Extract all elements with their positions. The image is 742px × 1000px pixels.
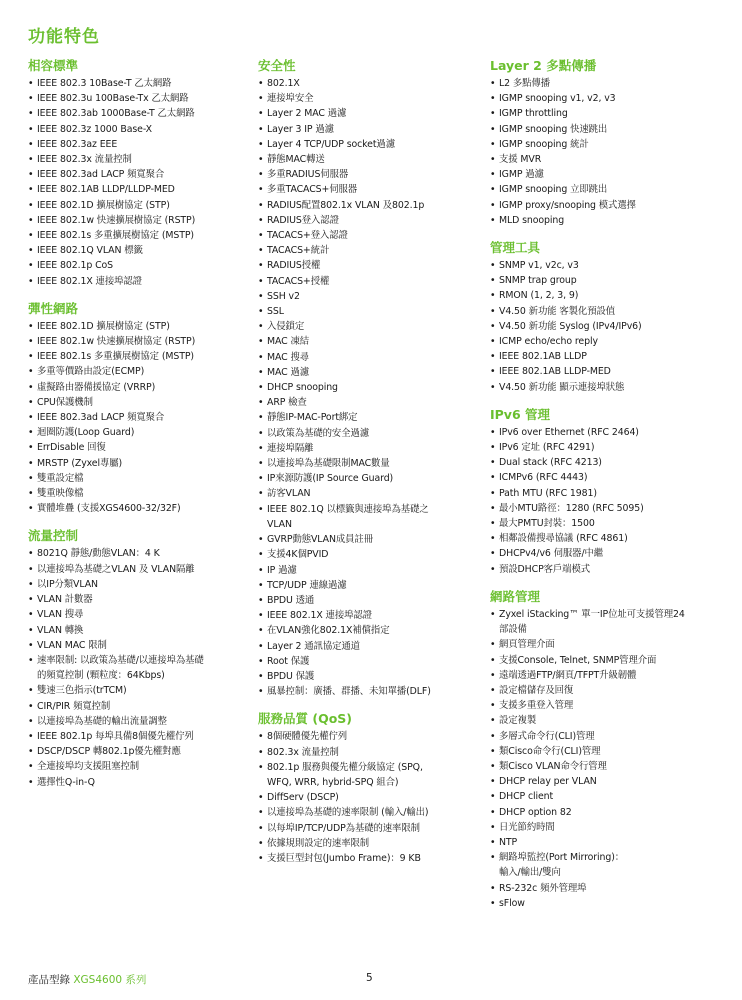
feature-item: • 802.1p 服務與優先權分級協定 (SPQ, WFQ, WRR, hybrid-SPQ 組合): [258, 760, 483, 790]
feature-item: • 在VLAN強化802.1X補償指定: [258, 623, 483, 638]
feature-item: • 最小MTU路徑：1280 (RFC 5095): [490, 501, 734, 516]
feature-item: • IEEE 802.1s 多重擴展樹協定 (MSTP): [28, 349, 250, 364]
section-title: 相容標準: [28, 58, 79, 73]
feature-item: • NTP: [490, 835, 734, 850]
feature-item: • 預設DHCP客戶端模式: [490, 562, 734, 577]
feature-item: • 實體堆疊 (支援XGS4600-32/32F): [28, 501, 250, 516]
feature-item: • IEEE 802.1AB LLDP-MED: [490, 364, 734, 379]
feature-item: • CPU保護機制: [28, 395, 250, 410]
feature-section: [258, 711, 483, 866]
feature-item: • 網頁管理介面: [490, 637, 734, 652]
feature-item: • Layer 2 MAC 過濾: [258, 106, 483, 121]
feature-item: • ICMPv6 (RFC 4443): [490, 470, 734, 485]
feature-item: • IEEE 802.1Q 以標籤與連接埠為基礎之 VLAN: [258, 502, 483, 532]
feature-item: • Path MTU (RFC 1981): [490, 486, 734, 501]
feature-item: • 802.1X: [258, 76, 483, 91]
feature-item: • SNMP trap group: [490, 273, 734, 288]
feature-list: [490, 76, 734, 228]
feature-item: • 遠端透過FTP/網頁/TFPT升級韌體: [490, 668, 734, 683]
feature-item: • TCP/UDP 連線過濾: [258, 578, 483, 593]
feature-item: • 802.3x 流量控制: [258, 745, 483, 760]
column-3: [490, 58, 734, 923]
feature-item: • 8個硬體優先權佇列: [258, 729, 483, 744]
feature-item: • V4.50 新功能 客製化預設值: [490, 304, 734, 319]
feature-item: • IEEE 802.3z 1000 Base-X: [28, 122, 250, 137]
feature-item: • BPDU 透通: [258, 593, 483, 608]
feature-item: • 以連接埠為基礎之VLAN 及 VLAN隔離: [28, 562, 250, 577]
feature-item: • MAC 搜尋: [258, 350, 483, 365]
feature-item: • IEEE 802.3 10Base-T 乙太網路: [28, 76, 250, 91]
feature-item: • 訪客VLAN: [258, 486, 483, 501]
feature-section: [258, 58, 483, 699]
feature-item: • VLAN 搜尋: [28, 607, 250, 622]
feature-item: • 連接埠隔離: [258, 441, 483, 456]
feature-list: [28, 319, 250, 517]
feature-item: • 以IP分類VLAN: [28, 577, 250, 592]
feature-item: • 以每埠IP/TCP/UDP為基礎的速率限制: [258, 821, 483, 836]
feature-item: • RADIUS配置802.1x VLAN 及802.1p: [258, 198, 483, 213]
feature-item: • 迴圈防護(Loop Guard): [28, 425, 250, 440]
feature-item: • 最大PMTU封裝：1500: [490, 516, 734, 531]
feature-list: [28, 546, 250, 789]
feature-item: • RS-232c 頻外管理埠: [490, 881, 734, 896]
feature-item: • RADIUS登入認證: [258, 213, 483, 228]
feature-item: • 多重等價路由設定(ECMP): [28, 364, 250, 379]
feature-list: [490, 607, 734, 911]
feature-item: • 日光節約時間: [490, 820, 734, 835]
feature-item: • DHCP option 82: [490, 805, 734, 820]
feature-list: [258, 76, 483, 699]
column-2: [258, 58, 483, 878]
feature-item: • IGMP snooping v1, v2, v3: [490, 91, 734, 106]
feature-item: • IGMP proxy/snooping 模式選擇: [490, 198, 734, 213]
section-title: 服務品質 (QoS): [258, 711, 352, 727]
feature-item: • IGMP snooping 快速跳出: [490, 122, 734, 137]
feature-item: • Layer 2 通訊協定通道: [258, 639, 483, 654]
feature-item: • IGMP snooping 統計: [490, 137, 734, 152]
feature-item: • IEEE 802.1Q VLAN 標籤: [28, 243, 250, 258]
feature-item: • sFlow: [490, 896, 734, 911]
feature-item: • IEEE 802.1w 快速擴展樹協定 (RSTP): [28, 213, 250, 228]
section-title: 管理工具: [490, 240, 541, 256]
feature-item: • 虛擬路由器備援協定 (VRRP): [28, 380, 250, 395]
feature-item: • 全連接埠均支援阻塞控制: [28, 759, 250, 774]
feature-item: • DHCP relay per VLAN: [490, 774, 734, 789]
feature-section: [490, 589, 734, 911]
feature-item: • RMON (1, 2, 3, 9): [490, 288, 734, 303]
feature-item: • IP 過濾: [258, 563, 483, 578]
feature-item: • 靜態IP-MAC-Port綁定: [258, 410, 483, 425]
feature-item: • IEEE 802.1p 每埠具備8個優先權佇列: [28, 729, 250, 744]
feature-item: • IEEE 802.1D 擴展樹協定 (STP): [28, 198, 250, 213]
feature-item: • IPv6 over Ethernet (RFC 2464): [490, 425, 734, 440]
feature-item: • IEEE 802.1X 連接埠認證: [258, 608, 483, 623]
feature-item: • TACACS+登入認證: [258, 228, 483, 243]
feature-item: • BPDU 保護: [258, 669, 483, 684]
feature-item: • 以連接埠為基礎限制MAC數量: [258, 456, 483, 471]
page-title: 功能特色: [28, 27, 100, 47]
feature-item: • IEEE 802.1D 擴展樹協定 (STP): [28, 319, 250, 334]
feature-item: • V4.50 新功能 顯示連接埠狀態: [490, 380, 734, 395]
feature-item: • IEEE 802.1AB LLDP/LLDP-MED: [28, 182, 250, 197]
section-title: 流量控制: [28, 528, 79, 544]
feature-item: • 速率限制: 以政策為基礎/以連接埠為基礎 的頻寬控制 (顆粒度：64Kbps): [28, 653, 250, 683]
feature-item: • 設定檔儲存及回復: [490, 683, 734, 698]
feature-item: • 以連接埠為基礎的速率限制 (輸入/輸出): [258, 805, 483, 820]
feature-section: [490, 58, 734, 228]
feature-item: • ErrDisable 回復: [28, 440, 250, 455]
feature-item: • 多層式命令行(CLI)管理: [490, 729, 734, 744]
feature-item: • Layer 3 IP 過濾: [258, 122, 483, 137]
column-1: [28, 58, 250, 802]
feature-item: • IEEE 802.1p CoS: [28, 258, 250, 273]
feature-list: [28, 76, 250, 289]
footer-product-name: XGS4600 系列: [73, 974, 147, 986]
feature-item: • VLAN 轉換: [28, 623, 250, 638]
feature-item: • Layer 4 TCP/UDP socket過濾: [258, 137, 483, 152]
section-title: 網路管理: [490, 588, 541, 604]
feature-item: • DHCP client: [490, 789, 734, 804]
section-title: Layer 2 多點傳播: [490, 58, 597, 73]
feature-item: • 入侵鎖定: [258, 319, 483, 334]
page-number: 5: [366, 972, 373, 984]
feature-item: • GVRP動態VLAN成員註冊: [258, 532, 483, 547]
feature-item: • MAC 凍結: [258, 334, 483, 349]
feature-item: • 8021Q 靜態/動態VLAN：4 K: [28, 546, 250, 561]
feature-item: • 依據規則設定的速率限制: [258, 836, 483, 851]
feature-item: • 相鄰設備搜尋協議 (RFC 4861): [490, 531, 734, 546]
feature-item: • IEEE 802.3ad LACP 頻寬聚合: [28, 167, 250, 182]
feature-item: • IEEE 802.1X 連接埠認證: [28, 274, 250, 289]
feature-item: • 雙重設定檔: [28, 471, 250, 486]
feature-item: • 以政策為基礎的安全過濾: [258, 426, 483, 441]
feature-item: • 雙速三色指示(trTCM): [28, 683, 250, 698]
feature-item: • 選擇性Q-in-Q: [28, 775, 250, 790]
feature-item: • L2 多點傳播: [490, 76, 734, 91]
feature-item: • SNMP v1, v2c, v3: [490, 258, 734, 273]
feature-item: • VLAN MAC 限制: [28, 638, 250, 653]
feature-item: • IEEE 802.1w 快速擴展樹協定 (RSTP): [28, 334, 250, 349]
feature-item: • 設定複製: [490, 713, 734, 728]
feature-item: • Zyxel iStacking™ 單一IP位址可支援管理24 部設備: [490, 607, 734, 637]
feature-item: • IPv6 定址 (RFC 4291): [490, 440, 734, 455]
feature-item: • IP來源防護(IP Source Guard): [258, 471, 483, 486]
feature-section: [28, 301, 250, 517]
feature-item: • 靜態MAC轉送: [258, 152, 483, 167]
feature-item: • IEEE 802.3ad LACP 頻寬聚合: [28, 410, 250, 425]
feature-item: • TACACS+統計: [258, 243, 483, 258]
section-title: IPv6 管理: [490, 406, 551, 422]
feature-item: • TACACS+授權: [258, 274, 483, 289]
feature-item: • DiffServ (DSCP): [258, 790, 483, 805]
feature-item: • Dual stack (RFC 4213): [490, 455, 734, 470]
section-title: 安全性: [258, 58, 296, 73]
footer-product-line: [28, 972, 146, 987]
feature-item: • IEEE 802.3u 100Base-Tx 乙太網路: [28, 91, 250, 106]
feature-item: • V4.50 新功能 Syslog (IPv4/IPv6): [490, 319, 734, 334]
feature-section: [28, 528, 250, 789]
feature-item: • 連接埠安全: [258, 91, 483, 106]
footer-product-prefix: 產品型錄: [28, 974, 74, 986]
feature-section: [28, 58, 250, 289]
feature-item: • 支援 MVR: [490, 152, 734, 167]
feature-item: • 類Cisco VLAN命令行管理: [490, 759, 734, 774]
feature-item: • 多重TACACS+伺服器: [258, 182, 483, 197]
feature-item: • SSL: [258, 304, 483, 319]
feature-item: • ICMP echo/echo reply: [490, 334, 734, 349]
feature-item: • IEEE 802.1s 多重擴展樹協定 (MSTP): [28, 228, 250, 243]
feature-section: [490, 407, 734, 577]
feature-item: • 支援4K個PVID: [258, 547, 483, 562]
feature-item: • Root 保護: [258, 654, 483, 669]
feature-item: • VLAN 計數器: [28, 592, 250, 607]
feature-item: • MAC 過濾: [258, 365, 483, 380]
feature-item: • IGMP 過濾: [490, 167, 734, 182]
feature-item: • DSCP/DSCP 轉802.1p優先權對應: [28, 744, 250, 759]
section-title: 彈性網路: [28, 300, 79, 316]
feature-list: [490, 258, 734, 395]
feature-item: • 雙重映像檔: [28, 486, 250, 501]
feature-item: • IEEE 802.1AB LLDP: [490, 349, 734, 364]
feature-item: • IGMP throttling: [490, 106, 734, 121]
feature-item: • 多重RADIUS伺服器: [258, 167, 483, 182]
feature-item: • 以連接埠為基礎的輸出流量調整: [28, 714, 250, 729]
feature-item: • MLD snooping: [490, 213, 734, 228]
feature-item: • 風暴控制：廣播、群播、未知單播(DLF): [258, 684, 483, 699]
feature-list: [490, 425, 734, 577]
feature-item: • SSH v2: [258, 289, 483, 304]
feature-item: • 支援多重登入管理: [490, 698, 734, 713]
feature-list: [258, 729, 483, 866]
feature-item: • DHCPv4/v6 伺服器/中繼: [490, 546, 734, 561]
feature-item: • DHCP snooping: [258, 380, 483, 395]
feature-item: • IEEE 802.3ab 1000Base-T 乙太網路: [28, 106, 250, 121]
feature-item: • 類Cisco命令行(CLI)管理: [490, 744, 734, 759]
feature-item: • 網路埠監控(Port Mirroring)： 輸入/輸出/雙向: [490, 850, 734, 880]
feature-item: • RADIUS授權: [258, 258, 483, 273]
feature-item: • IEEE 802.3az EEE: [28, 137, 250, 152]
feature-section: [490, 240, 734, 395]
feature-item: • 支援巨型封包(Jumbo Frame)：9 KB: [258, 851, 483, 866]
feature-item: • 支援Console, Telnet, SNMP管理介面: [490, 653, 734, 668]
feature-item: • IEEE 802.3x 流量控制: [28, 152, 250, 167]
feature-item: • IGMP snooping 立即跳出: [490, 182, 734, 197]
feature-item: • ARP 檢查: [258, 395, 483, 410]
feature-item: • MRSTP (Zyxel專屬): [28, 456, 250, 471]
feature-item: • CIR/PIR 頻寬控制: [28, 699, 250, 714]
